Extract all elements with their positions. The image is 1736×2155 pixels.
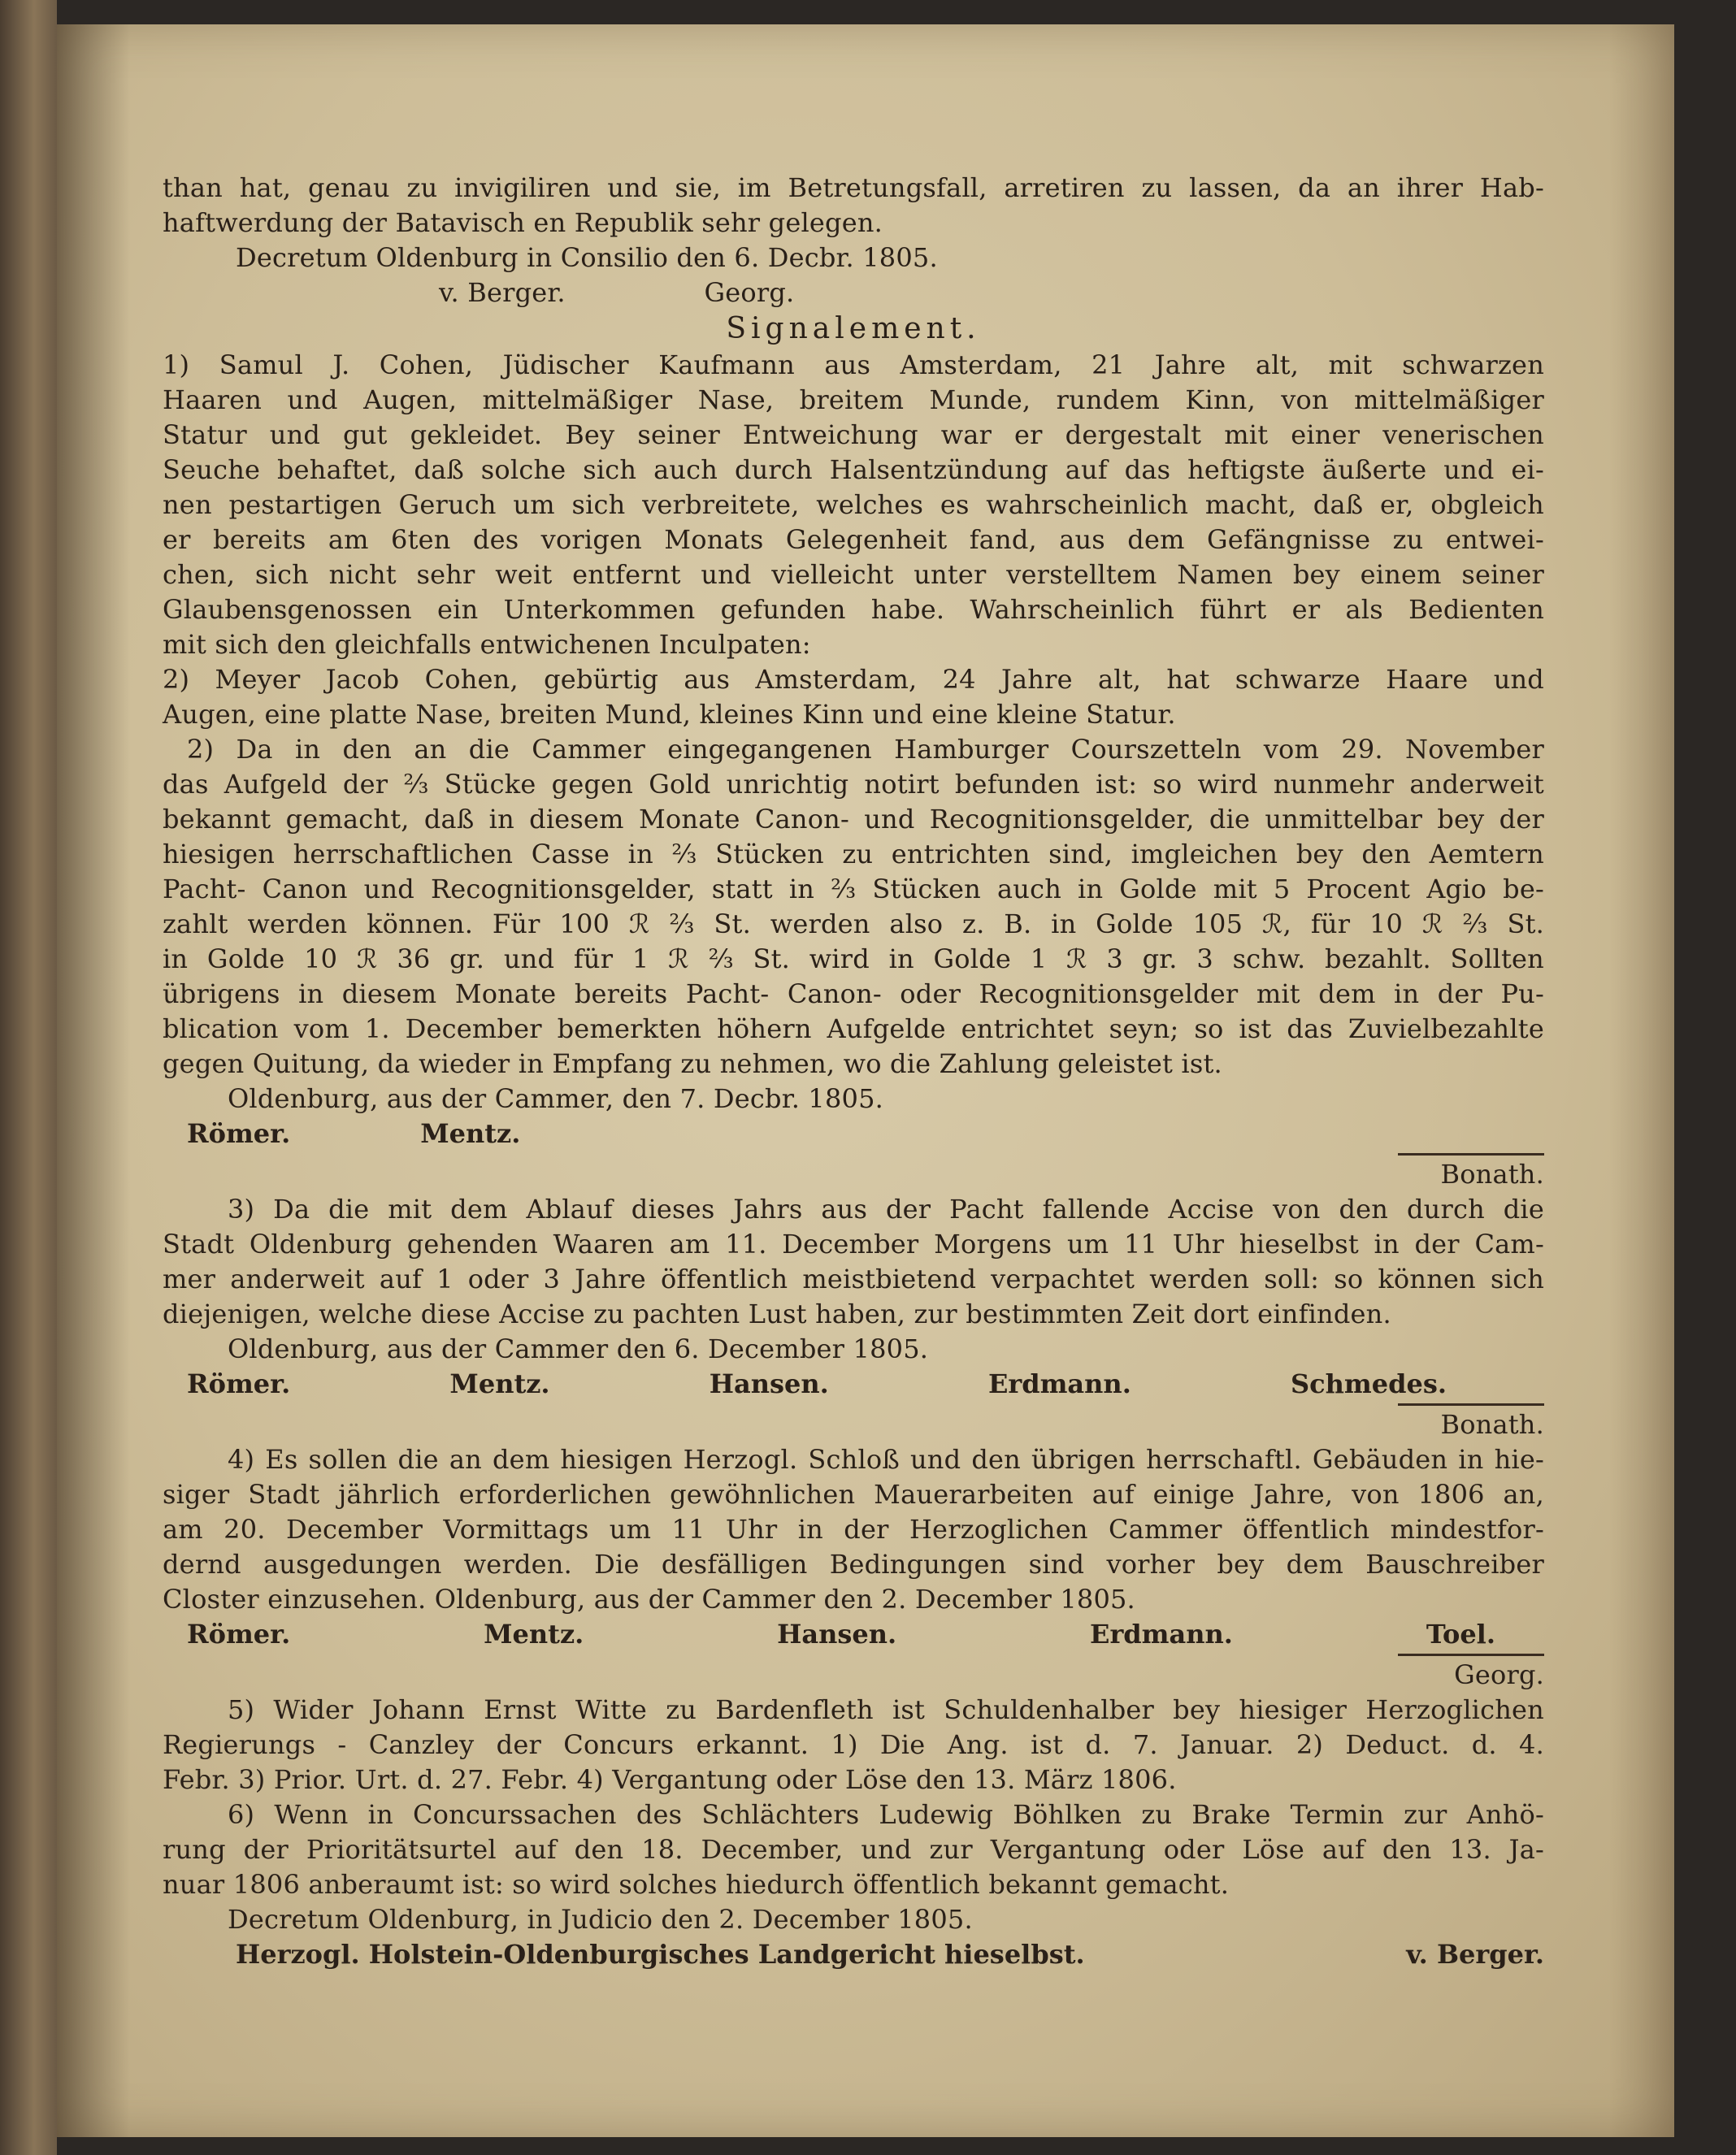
signature: Mentz.: [484, 1619, 584, 1650]
court-name: Herzogl. Holstein-Oldenburgisches Landgericht hieselbst.: [236, 1939, 1085, 1970]
text-line: 3) Da die mit dem Ablauf dieses Jahrs aus der Pacht fallende Accise von den durch die: [228, 1194, 1544, 1225]
decree-line: Decretum Oldenburg, in Judicio den 2. December 1805.: [228, 1904, 973, 1935]
signature-georg: Georg.: [704, 277, 795, 308]
signature: Römer.: [187, 1118, 291, 1149]
text-line: Statur und gut gekleidet. Bey seiner Entweichung war er dergestalt mit einer venerischen: [163, 419, 1544, 450]
text-line: hiesigen herrschaftlichen Casse in ⅔ Stücken zu entrichten sind, imgleichen bey den Aemtern: [163, 839, 1544, 869]
page-fold-shadow: [1609, 24, 1674, 2137]
text-line: Haaren und Augen, mittelmäßiger Nase, breitem Munde, rundem Kinn, von mittelmäßiger: [163, 384, 1544, 415]
signature: Toel.: [1426, 1619, 1495, 1650]
document-page: [57, 24, 1674, 2137]
text-line: Stadt Oldenburg gehenden Waaren am 11. December Morgens um 11 Uhr hieselbst in der Cam-: [163, 1229, 1544, 1260]
signature-bonath: Bonath.: [1440, 1159, 1544, 1190]
text-line: 5) Wider Johann Ernst Witte zu Bardenfleth ist Schuldenhalber bey hiesiger Herzoglichen: [228, 1694, 1544, 1725]
divider-rule: [1398, 1403, 1544, 1406]
place-date-line: Oldenburg, aus der Cammer den 6. December 1805.: [228, 1333, 929, 1364]
adjacent-page-edge: [0, 0, 57, 2155]
signature-row: [163, 1937, 1544, 1972]
signature: Erdmann.: [1090, 1619, 1233, 1650]
text-line: Seuche behaftet, daß solche sich auch durch Halsentzündung auf das heftigste äußerte und ei-: [163, 454, 1544, 485]
page-gutter-shadow: [57, 24, 130, 2137]
signature: Hansen.: [777, 1619, 897, 1650]
text-line: bekannt gemacht, daß in diesem Monate Canon- und Recognitionsgelder, die unmittelbar bey der: [163, 804, 1544, 835]
signature: Schmedes.: [1291, 1368, 1447, 1399]
text-line: 2) Da in den an die Cammer eingegangenen Hamburger Courszetteln vom 29. November: [187, 734, 1544, 765]
signature-line: [163, 275, 1544, 310]
signature-berger: v. Berger.: [1406, 1939, 1544, 1970]
text-line: 1) Samul J. Cohen, Jüdischer Kaufmann aus Amsterdam, 21 Jahre alt, mit schwarzen: [163, 349, 1544, 380]
text-line: 2) Meyer Jacob Cohen, gebürtig aus Amsterdam, 24 Jahre alt, hat schwarze Haare und: [163, 664, 1544, 695]
place-date-line: Oldenburg, aus der Cammer, den 7. Decbr. 1805.: [228, 1083, 884, 1114]
text-line: diejenigen, welche diese Accise zu pachten Lust haben, zur bestimmten Zeit dort einfinden.: [163, 1299, 1391, 1329]
text-line: mer anderweit auf 1 oder 3 Jahre öffentlich meistbietend verpachtet werden soll: so können sich: [163, 1264, 1544, 1294]
signature-row: [163, 1617, 1544, 1652]
signature: Hansen.: [709, 1368, 829, 1399]
signature: Erdmann.: [987, 1368, 1131, 1399]
text-line: er bereits am 6ten des vorigen Monats Gelegenheit fand, aus dem Gefängnisse zu entwei-: [163, 524, 1544, 555]
text-line: gegen Quitung, da wieder in Empfang zu nehmen, wo die Zahlung geleistet ist.: [163, 1048, 1222, 1079]
text-line: übrigens in diesem Monate bereits Pacht- Canon- oder Recognitionsgelder mit dem in der Pu-: [163, 978, 1544, 1009]
section-heading: Signalement.: [726, 312, 981, 345]
text-line: Closter einzusehen. Oldenburg, aus der Cammer den 2. December 1805.: [163, 1584, 1135, 1615]
text-line: Augen, eine platte Nase, breiten Mund, kleines Kinn und eine kleine Statur.: [163, 699, 1176, 730]
signature: Römer.: [187, 1368, 291, 1399]
text-line: nuar 1806 anberaumt ist: so wird solches hiedurch öffentlich bekannt gemacht.: [163, 1869, 1230, 1900]
text-line: in Golde 10 ℛ 36 gr. und für 1 ℛ ⅔ St. wird in Golde 1 ℛ 3 gr. 3 schw. bezahlt. Sollten: [163, 943, 1544, 974]
text-line: zahlt werden können. Für 100 ℛ ⅔ St. werden also z. B. in Golde 105 ℛ, für 10 ℛ ⅔ St.: [163, 908, 1544, 939]
signature: Mentz.: [420, 1118, 521, 1149]
signature-row: [163, 1367, 1544, 1402]
text-line: 6) Wenn in Concurssachen des Schlächters Ludewig Böhlken zu Brake Termin zur Anhö-: [228, 1799, 1544, 1830]
text-line: rung der Prioritätsurtel auf den 18. December, und zur Vergantung oder Löse auf den 13. Ja-: [163, 1834, 1544, 1865]
divider-rule: [1398, 1153, 1544, 1156]
text-line: nen pestartigen Geruch um sich verbreitete, welches es wahrscheinlich macht, daß er, obgleich: [163, 489, 1544, 520]
signature-berger: v. Berger.: [439, 277, 566, 308]
text-line: Pacht- Canon und Recognitionsgelder, statt in ⅔ Stücken auch in Golde mit 5 Procent Agio be-: [163, 874, 1544, 904]
text-line: Glaubensgenossen ein Unterkommen gefunden habe. Wahrscheinlich führt er als Bedienten: [163, 594, 1544, 625]
text-line: haftwerdung der Batavisch en Republik sehr gelegen.: [163, 207, 883, 238]
divider-rule: [1398, 1654, 1544, 1656]
text-line: 4) Es sollen die an dem hiesigen Herzogl. Schloß und den übrigen herrschaftl. Gebäuden in hie-: [228, 1444, 1544, 1475]
text-line: Regierungs - Canzley der Concurs erkannt. 1) Die Ang. ist d. 7. Januar. 2) Deduct. d. 4.: [163, 1729, 1544, 1760]
signature: Mentz.: [449, 1368, 550, 1399]
text-line: siger Stadt jährlich erforderlichen gewöhnlichen Mauerarbeiten auf einige Jahre, von 1806 an,: [163, 1479, 1544, 1510]
text-line: das Aufgeld der ⅔ Stücke gegen Gold unrichtig notirt befunden ist: so wird nunmehr anderweit: [163, 769, 1544, 800]
text-line: chen, sich nicht sehr weit entfernt und vielleicht unter verstelltem Namen bey einem seiner: [163, 559, 1544, 590]
text-line: Febr. 3) Prior. Urt. d. 27. Febr. 4) Vergantung oder Löse den 13. März 1806.: [163, 1764, 1177, 1795]
text-line: am 20. December Vormittags um 11 Uhr in der Herzoglichen Cammer öffentlich mindestfor-: [163, 1514, 1544, 1545]
signature-georg: Georg.: [1454, 1659, 1544, 1690]
text-line: mit sich den gleichfalls entwichenen Inculpaten:: [163, 629, 811, 660]
decree-line: Decretum Oldenburg in Consilio den 6. Decbr. 1805.: [236, 242, 938, 273]
text-line: dernd ausgedungen werden. Die desfälligen Bedingungen sind vorher bey dem Bauschreiber: [163, 1549, 1544, 1580]
signature: Römer.: [187, 1619, 291, 1650]
text-line: blication vom 1. December bemerkten höhern Aufgelde entrichtet seyn; so ist das Zuvielbezahlte: [163, 1013, 1544, 1044]
signature-row: [163, 1117, 1544, 1151]
text-line: than hat, genau zu invigiliren und sie, im Betretungsfall, arretiren zu lassen, da an ihrer Hab-: [163, 172, 1544, 203]
document-body: [163, 171, 1544, 1972]
signature-bonath: Bonath.: [1440, 1409, 1544, 1440]
